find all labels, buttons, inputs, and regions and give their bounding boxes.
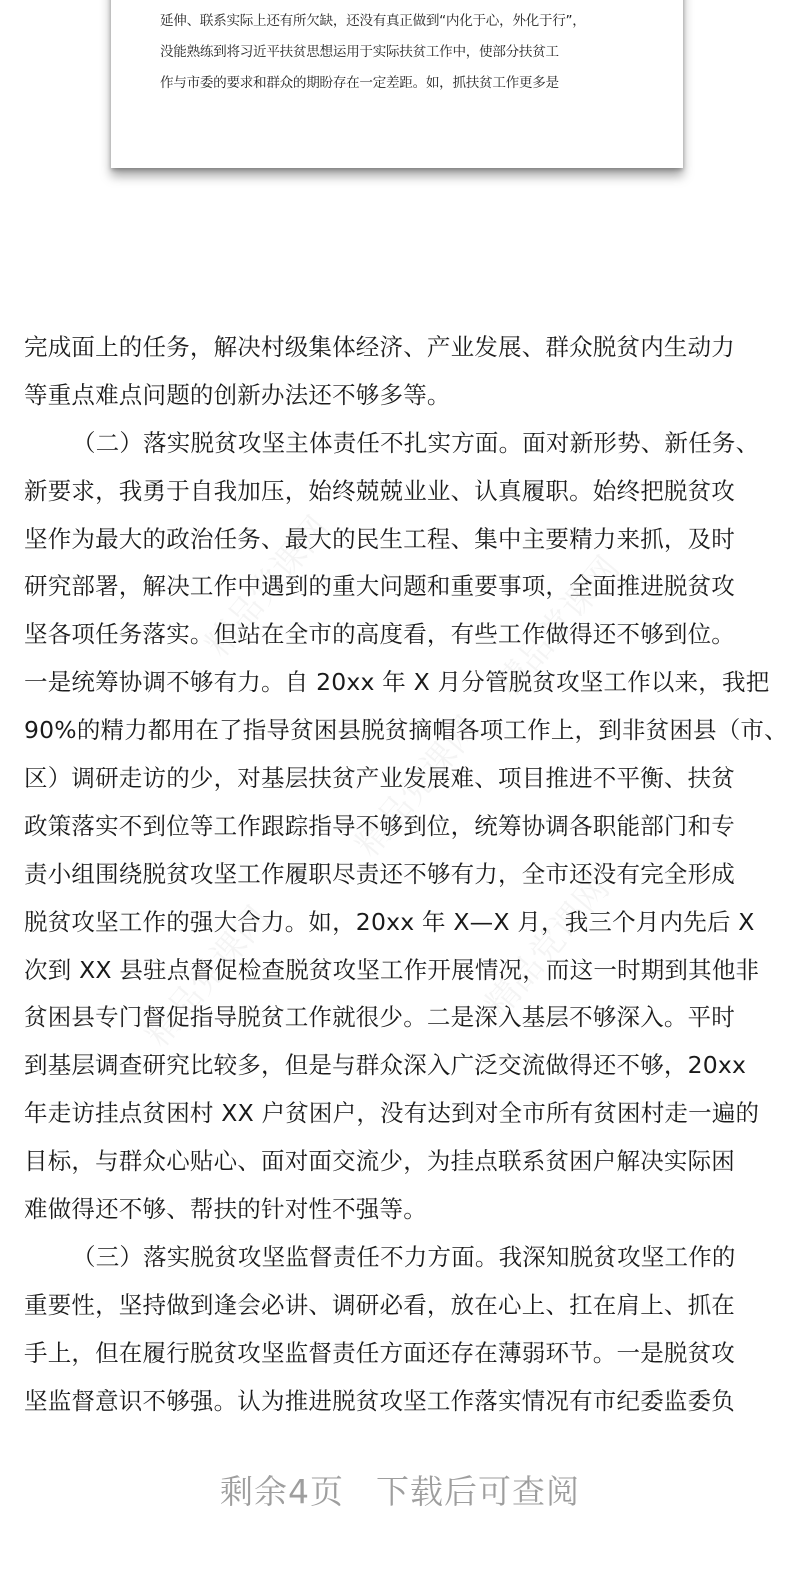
- paragraph-line: 难做得还不够、帮扶的针对性不强等。: [24, 1195, 427, 1224]
- paragraph-line: 区）调研走访的少，对基层扶贫产业发展难、项目推进不平衡、扶贫: [24, 764, 735, 793]
- page-preview-card: [111, 0, 683, 168]
- paragraph-line: 新要求，我勇于自我加压，始终兢兢业业、认真履职。始终把脱贫攻: [24, 476, 735, 505]
- paragraph-line: 坚各项任务落实。但站在全市的高度看，有些工作做得还不够到位。: [24, 620, 735, 649]
- document-body: [24, 324, 788, 1425]
- paragraph-line: 研究部署，解决工作中遇到的重大问题和重要事项，全面推进脱贫攻: [24, 572, 735, 601]
- paragraph-line: 90%的精力都用在了指导贫困县脱贫摘帽各项工作上，到非贫困县（市、: [24, 716, 788, 745]
- paragraph-line: 责小组围绕脱贫攻坚工作履职尽责还不够有力，全市还没有完全形成: [24, 859, 735, 888]
- preview-line: 延伸、联系实际上还有所欠缺，还没有真正做到“内化于心，外化于行”，: [160, 13, 586, 29]
- paragraph-line: 目标，与群众心贴心、面对面交流少，为挂点联系贫困户解决实际困: [24, 1147, 735, 1176]
- preview-line: 没能熟练到将习近平扶贫思想运用于实际扶贫工作中，使部分扶贫工: [160, 44, 559, 60]
- paragraph-line: 手上，但在履行脱贫攻坚监督责任方面还存在薄弱环节。一是脱贫攻: [24, 1338, 735, 1367]
- remaining-pages-label: 剩余4页: [220, 1472, 344, 1511]
- paragraph-line: 年走访挂点贫困村 XX 户贫困户，没有达到对全市所有贫困村走一遍的: [24, 1099, 760, 1128]
- download-hint-label: 下载后可查阅: [376, 1472, 580, 1511]
- paragraph-line: 到基层调查研究比较多，但是与群众深入广泛交流做得还不够，20xx: [24, 1051, 747, 1080]
- paragraph-line: 次到 XX 县驻点督促检查脱贫攻坚工作开展情况，而这一时期到其他非: [24, 955, 760, 984]
- paragraph-line: 政策落实不到位等工作跟踪指导不够到位，统筹协调各职能部门和专: [24, 811, 735, 840]
- paragraph-line: 等重点难点问题的创新办法还不够多等。: [24, 380, 451, 409]
- paragraph-line: 贫困县专门督促指导脱贫工作就很少。二是深入基层不够深入。平时: [24, 1003, 735, 1032]
- paragraph-line: 坚监督意识不够强。认为推进脱贫攻坚工作落实情况有市纪委监委负: [24, 1386, 735, 1415]
- page-preview-text: [160, 6, 660, 99]
- preview-line: 作与市委的要求和群众的期盼存在一定差距。如，抓扶贫工作更多是: [160, 75, 559, 91]
- download-to-view-prompt[interactable]: [0, 1466, 800, 1513]
- paragraph-line: 坚作为最大的政治任务、最大的民生工程、集中主要精力来抓，及时: [24, 524, 735, 553]
- paragraph-line: 脱贫攻坚工作的强大合力。如，20xx 年 X—X 月，我三个月内先后 X: [24, 907, 755, 936]
- section-heading-line: （二）落实脱贫攻坚主体责任不扎实方面。面对新形势、新任务、: [72, 428, 760, 457]
- paragraph-line: 重要性，坚持做到逢会必讲、调研必看，放在心上、扛在肩上、抓在: [24, 1290, 735, 1319]
- paragraph-line: 完成面上的任务，解决村级集体经济、产业发展、群众脱贫内生动力: [24, 333, 735, 361]
- paragraph-line: 一是统筹协调不够有力。自 20xx 年 X 月分管脱贫攻坚工作以来，我把: [24, 668, 770, 697]
- section-heading-line: （三）落实脱贫攻坚监督责任不力方面。我深知脱贫攻坚工作的: [72, 1242, 736, 1271]
